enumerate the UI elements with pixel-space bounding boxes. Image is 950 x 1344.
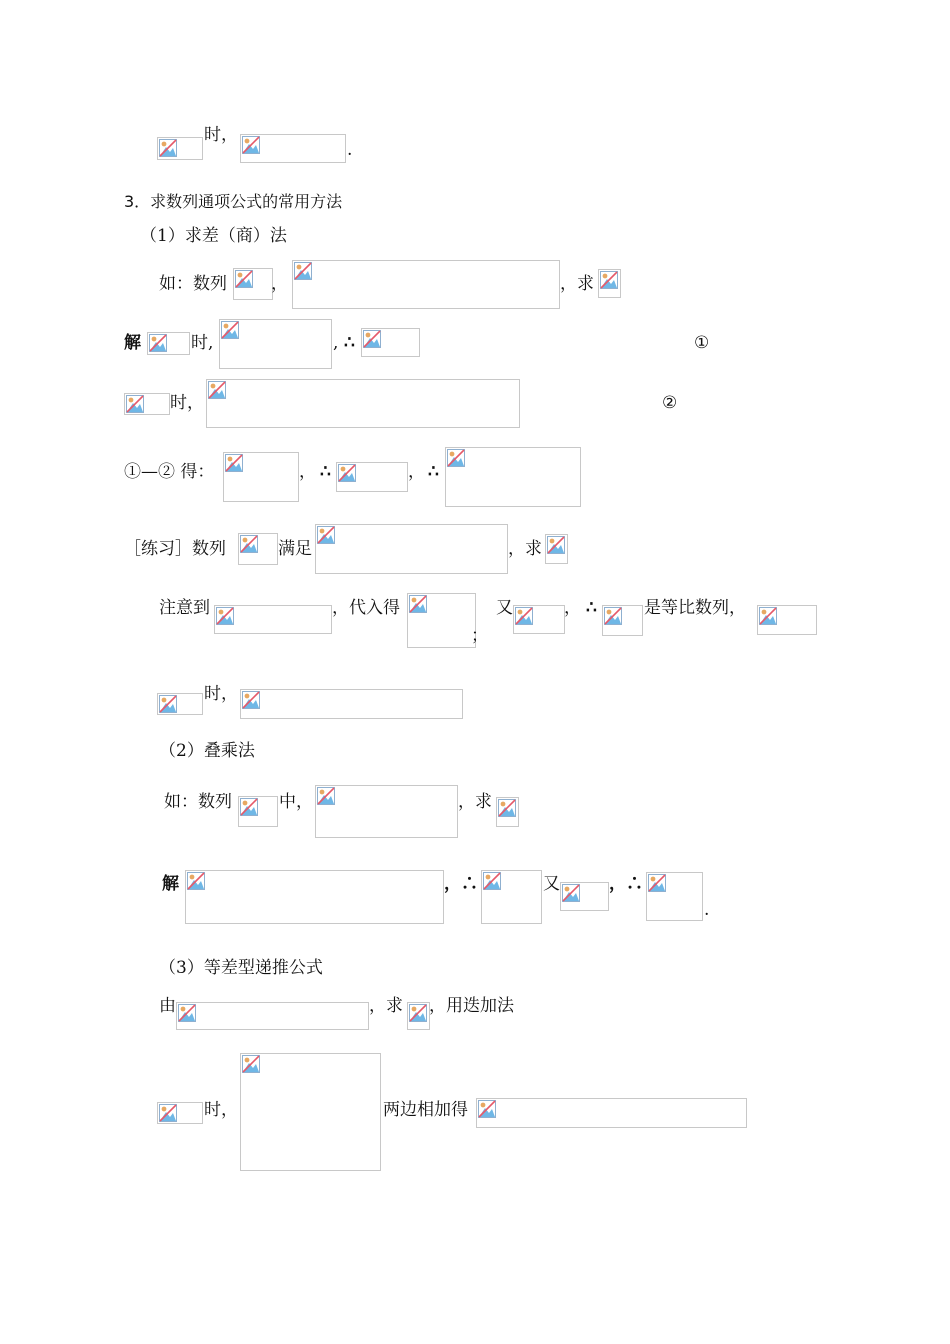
broken-image-icon bbox=[409, 1004, 427, 1022]
formula-image bbox=[476, 1098, 747, 1128]
formula-image bbox=[757, 605, 817, 635]
broken-image-icon bbox=[317, 787, 335, 805]
broken-image-icon bbox=[317, 526, 335, 544]
formula-image bbox=[206, 379, 520, 428]
therefore-symbol: ∴ bbox=[320, 462, 331, 482]
broken-image-icon bbox=[159, 139, 177, 157]
formula-image bbox=[545, 534, 568, 564]
broken-image-icon bbox=[178, 1004, 196, 1022]
formula-image bbox=[185, 870, 444, 924]
broken-image-icon bbox=[648, 874, 666, 892]
text-comma: ， bbox=[564, 598, 581, 618]
method2-heading: （2）叠乘法 bbox=[159, 741, 255, 761]
broken-image-icon bbox=[126, 395, 144, 413]
formula-image bbox=[560, 882, 609, 911]
formula-image bbox=[240, 689, 463, 719]
text-qiu: ，求 bbox=[369, 996, 403, 1016]
text-add-both: 两边相加得 bbox=[383, 1100, 468, 1120]
text-jie: 解 bbox=[162, 874, 179, 894]
text-substitute: ，代入得 bbox=[332, 598, 400, 618]
broken-image-icon bbox=[159, 695, 177, 713]
broken-image-icon bbox=[225, 454, 243, 472]
formula-image bbox=[240, 134, 346, 163]
formula-image bbox=[513, 605, 565, 634]
text-example-intro: 如：数列 bbox=[159, 274, 227, 294]
text-practice-label: ［练习］数列 bbox=[124, 539, 226, 559]
formula-image bbox=[361, 328, 420, 357]
formula-image bbox=[646, 872, 703, 921]
equation-marker-2: ② bbox=[662, 393, 678, 413]
formula-image bbox=[176, 1002, 369, 1030]
broken-image-icon bbox=[240, 798, 258, 816]
broken-image-icon bbox=[600, 271, 618, 289]
text-notice: 注意到 bbox=[159, 598, 210, 618]
broken-image-icon bbox=[338, 464, 356, 482]
formula-image bbox=[407, 1002, 430, 1030]
text-qiu: ，求 bbox=[458, 792, 492, 812]
formula-image bbox=[238, 533, 278, 565]
text-you: 又 bbox=[543, 874, 560, 894]
text-shi: 时， bbox=[204, 1100, 238, 1120]
text-comma-therefore: ，∴ bbox=[444, 874, 478, 894]
broken-image-icon bbox=[221, 321, 239, 339]
text-diff-label: ①—② 得： bbox=[124, 462, 215, 482]
formula-image bbox=[407, 593, 476, 648]
formula-image bbox=[147, 332, 190, 355]
formula-image bbox=[219, 319, 332, 369]
formula-image bbox=[157, 137, 203, 160]
broken-image-icon bbox=[515, 607, 533, 625]
text-comma: ， bbox=[408, 462, 425, 482]
broken-image-icon bbox=[159, 1104, 177, 1122]
text-qiu: ，求 bbox=[560, 274, 594, 294]
text-qiu: ，求 bbox=[508, 539, 542, 559]
text-you-from: 由 bbox=[159, 996, 176, 1016]
broken-image-icon bbox=[759, 607, 777, 625]
text-zhong: 中， bbox=[279, 792, 313, 812]
formula-image bbox=[157, 1102, 203, 1124]
text-you: 又 bbox=[496, 598, 513, 618]
formula-image bbox=[315, 785, 458, 838]
broken-image-icon bbox=[208, 381, 226, 399]
text-is-geometric: 是等比数列， bbox=[644, 598, 746, 618]
broken-image-icon bbox=[242, 691, 260, 709]
formula-image bbox=[315, 524, 508, 574]
text-period: . bbox=[704, 900, 710, 920]
formula-image bbox=[292, 260, 560, 309]
method3-heading: （3）等差型递推公式 bbox=[159, 958, 323, 978]
formula-image bbox=[124, 393, 170, 415]
text-jie: 解 bbox=[124, 333, 141, 353]
broken-image-icon bbox=[216, 607, 234, 625]
text-shi: 时， bbox=[204, 125, 238, 145]
text-use-method: ，用迭加法 bbox=[429, 996, 514, 1016]
broken-image-icon bbox=[240, 535, 258, 553]
formula-image bbox=[496, 797, 519, 827]
text-comma-therefore: ，∴ bbox=[609, 874, 643, 894]
broken-image-icon bbox=[498, 799, 516, 817]
broken-image-icon bbox=[547, 536, 565, 554]
text-period: . bbox=[347, 140, 353, 160]
formula-image bbox=[223, 452, 299, 502]
section-heading: 3．求数列通项公式的常用方法 bbox=[124, 192, 343, 211]
broken-image-icon bbox=[149, 334, 167, 352]
broken-image-icon bbox=[242, 1055, 260, 1073]
broken-image-icon bbox=[235, 270, 253, 288]
text-comma: ， bbox=[299, 462, 316, 482]
formula-image bbox=[481, 870, 542, 924]
equation-marker-1: ① bbox=[694, 333, 710, 353]
formula-image bbox=[240, 1053, 381, 1171]
text-shi: 时, bbox=[191, 333, 214, 353]
formula-image bbox=[157, 693, 203, 715]
therefore-symbol: ∴ bbox=[428, 462, 439, 482]
text-shi: 时， bbox=[204, 684, 238, 704]
text-semicolon: ； bbox=[471, 626, 488, 646]
broken-image-icon bbox=[478, 1100, 496, 1118]
formula-image bbox=[238, 796, 278, 827]
text-example-intro: 如：数列 bbox=[164, 792, 232, 812]
text-manzu: 满足 bbox=[278, 539, 312, 559]
formula-image bbox=[598, 269, 621, 298]
broken-image-icon bbox=[187, 872, 205, 890]
formula-image bbox=[233, 268, 273, 300]
broken-image-icon bbox=[483, 872, 501, 890]
broken-image-icon bbox=[409, 595, 427, 613]
formula-image bbox=[602, 605, 643, 636]
broken-image-icon bbox=[294, 262, 312, 280]
method1-heading: （1）求差（商）法 bbox=[140, 226, 287, 246]
text-comma: ， bbox=[271, 274, 288, 294]
therefore-symbol: ∴ bbox=[344, 333, 355, 353]
text-shi: 时， bbox=[170, 393, 204, 413]
broken-image-icon bbox=[562, 884, 580, 902]
text-comma: , bbox=[333, 333, 339, 353]
broken-image-icon bbox=[242, 136, 260, 154]
formula-image bbox=[214, 605, 332, 634]
formula-image bbox=[445, 447, 581, 507]
broken-image-icon bbox=[363, 330, 381, 348]
broken-image-icon bbox=[604, 607, 622, 625]
therefore-symbol: ∴ bbox=[586, 598, 597, 618]
broken-image-icon bbox=[447, 449, 465, 467]
formula-image bbox=[336, 462, 408, 492]
